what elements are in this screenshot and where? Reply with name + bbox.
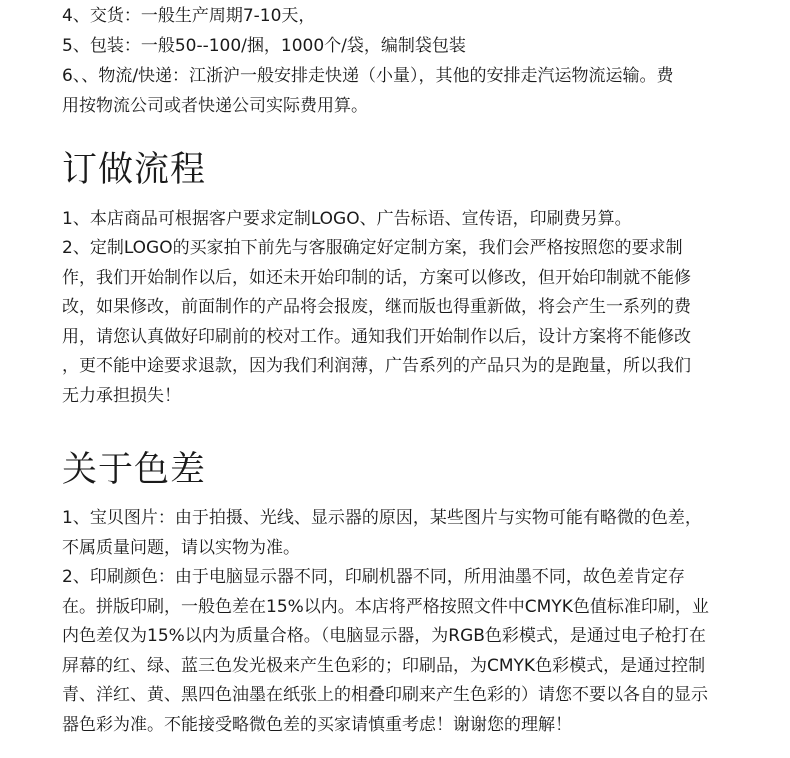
logistics-item: 6、、物流/快递：江浙沪一般安排走快递（小量），其他的安排走汽运物流运输。费 用按物流公司或者快递公司实际费用算。: [62, 66, 674, 116]
color-difference-heading: 关于色差: [62, 450, 207, 490]
color-difference-item-1: 1、宝贝图片：由于拍摄、光线、显示器的原因，某些图片与实物可能有略微的色差， 不属质量问题，请以实物为准。: [62, 508, 702, 558]
order-process-item-2: 2、定制LOGO的买家拍下前先与客服确定好定制方案，我们会严格按照您的要求制 作，我们开始制作以后，如还未开始印制的话，方案可以修改，但开始印制就不能修 改，如果修改，前面制作的产品将会报废，继而版也得重新做，将会产生一系列的费 用，请您认真做好印刷前的校对工作。通知我们开始制作以后，设计方案将不能修改 ，更不能中途要求退款，因为我们利润薄，广告系列的产品只为的是跑量，所以我们 无力承担损失！: [62, 238, 691, 406]
delivery-item: 4、交货：一般生产周期7-10天，: [62, 6, 316, 26]
packaging-item: 5、包装：一般50--100/捆，1000个/袋，编制袋包装: [62, 36, 466, 56]
order-process-heading: 订做流程: [62, 150, 207, 190]
color-difference-item-2: 2、印刷颜色：由于电脑显示器不同，印刷机器不同，所用油墨不同，故色差肯定存 在。拼版印刷，一般色差在15%以内。本店将严格按照文件中CMYK色值标准印刷，业 内色差仅为15%以内为质量合格。（电脑显示器，为RGB色彩模式，是通过电子枪打在 屏幕的红、绿、蓝三色发光极来产生色彩的；印刷品，为CMYK色彩模式，是通过控制 青、洋红、黄、黑四色油墨在纸张上的相叠印刷来产生色彩的）请您不要以各自的显示 器色彩为准。不能接受略微色差的买家请慎重考虑！谢谢您的理解！: [62, 567, 709, 735]
order-process-item-1: 1、本店商品可根据客户要求定制LOGO、广告标语、宣传语，印刷费另算。: [62, 209, 632, 229]
